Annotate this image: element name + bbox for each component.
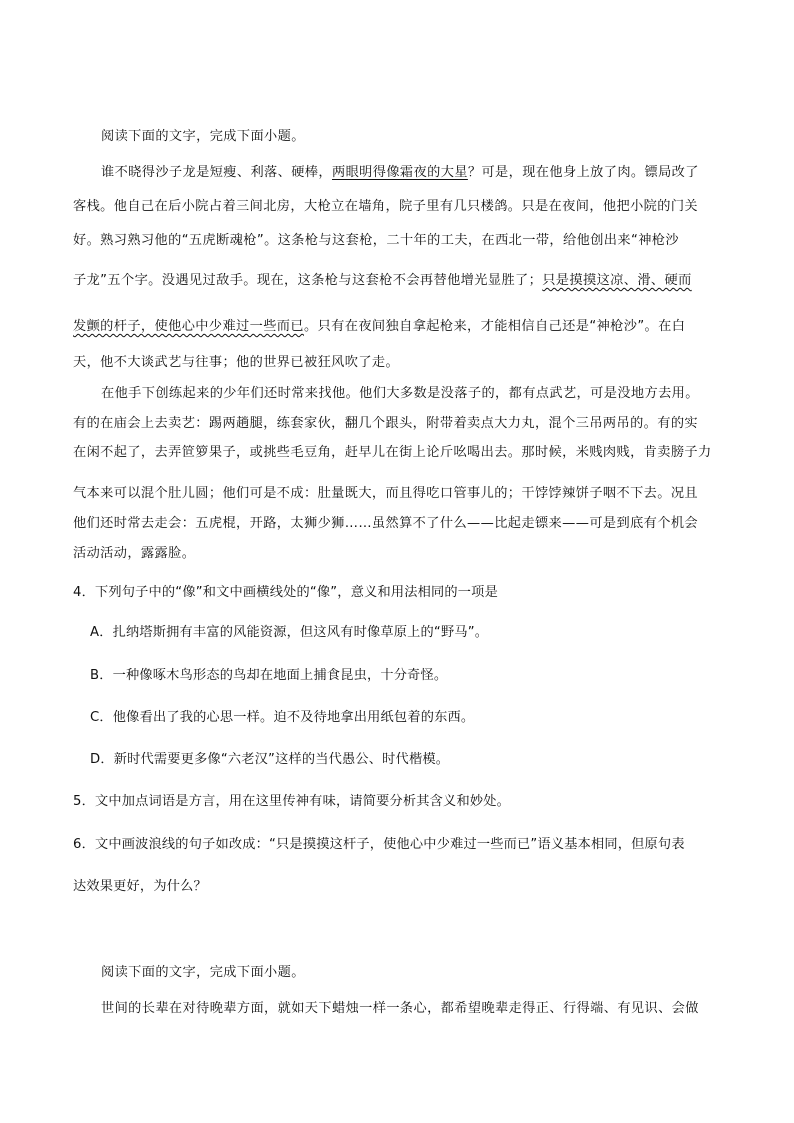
- underlined-phrase: 两眼明得像霜夜的大星: [332, 165, 468, 180]
- paragraph-line: 有的在庙会上去卖艺：踢两趟腿，练套家伙，翻几个跟头，附带着卖点大力丸，混个三吊两吊的。有的实: [73, 416, 699, 431]
- question-6-line-1: 6．文中画波浪线的句子如改成：“只是摸摸这杆子，使他心中少难过一些而已”语义基本相同，但原句表: [73, 837, 685, 852]
- text-run: 谁不晓得沙子龙是短瘦、利落、硬棒，: [101, 165, 332, 180]
- paragraph-line: 客栈。他自己在后小院占着三间北房，大枪立在墙角，院子里有几只楼鸽。只是在夜间，他把小院的门关: [73, 199, 699, 214]
- paragraph-line: 好。熟习熟习他的“五虎断魂枪”。这条枪与这套枪，二十年的工夫，在西北一带，给他创出来“神枪沙: [73, 233, 679, 248]
- wavy-underlined-sentence: 只是摸摸这凉、滑、硬而: [542, 273, 692, 288]
- question-5: 5．文中加点词语是方言，用在这里传神有味，请简要分析其含义和妙处。: [73, 794, 510, 809]
- paragraph-line: [73, 315, 685, 334]
- question-4-stem: 4．下列句子中的“像”和文中画横线处的“像”，意义和用法相同的一项是: [73, 585, 498, 600]
- question-4-option-b: B．一种像啄木鸟形态的鸟却在地面上捕食昆虫，十分奇怪。: [90, 668, 448, 683]
- paragraph-line: 在闲不起了，去弄笸箩果子，或挑些毛豆角，赶早儿在街上论斤吆喝出去。那时候，米贱肉贱，肯卖膀子力: [73, 445, 712, 460]
- text-run: 。只有在夜间独自拿起枪来，才能相信自己还是“神枪沙”。在白: [304, 319, 686, 334]
- paragraph-line: [73, 269, 692, 288]
- question-4-option-a: A．扎纳塔斯拥有丰富的风能资源，但这风有时像草原上的“野马”。: [90, 625, 489, 640]
- passage2-intro: 阅读下面的文字，完成下面小题。: [101, 965, 305, 980]
- paragraph-line: 他们还时常去走会：五虎棍，开路，太狮少狮……虽然算不了什么——比起走镖来——可是到底有个机会: [73, 516, 699, 531]
- text-run: 子龙”五个字。没遇见过敌手。现在，这条枪与这套枪不会再替他增光显胜了；: [73, 273, 543, 288]
- question-4-option-c: C．他像看出了我的心思一样。迫不及待地拿出用纸包着的东西。: [90, 710, 475, 725]
- paragraph-line: [101, 161, 699, 180]
- passage2-line: 世间的长辈在对待晚辈方面，就如天下蜡烛一样一条心，都希望晚辈走得正、行得端、有见识、会做: [101, 1001, 699, 1016]
- question-6-line-2: 达效果更好，为什么？: [73, 879, 207, 894]
- paragraph-line: 气本来可以混个肚儿圆；他们可是不成：肚量既大，而且得吃口管事儿的；干饽饽辣饼子咽不下去。况且: [73, 486, 699, 501]
- text-run: ？可是，现在他身上放了肉。镖局改了: [467, 165, 699, 180]
- question-4-option-d: D．新时代需要更多像“六老汉”这样的当代愚公、时代楷模。: [90, 752, 450, 767]
- wavy-underlined-sentence: 发颤的杆子，使他心中少难过一些而已: [73, 319, 304, 334]
- passage1-intro: 阅读下面的文字，完成下面小题。: [101, 129, 305, 144]
- paragraph-line: 在他手下创练起来的少年们还时常来找他。他们大多数是没落子的，都有点武艺，可是没地方去用。: [101, 386, 699, 401]
- paragraph-line: 活动活动，露露脸。: [73, 546, 196, 561]
- paragraph-line: 天，他不大谈武艺与往事；他的世界已被狂风吹了走。: [73, 355, 400, 370]
